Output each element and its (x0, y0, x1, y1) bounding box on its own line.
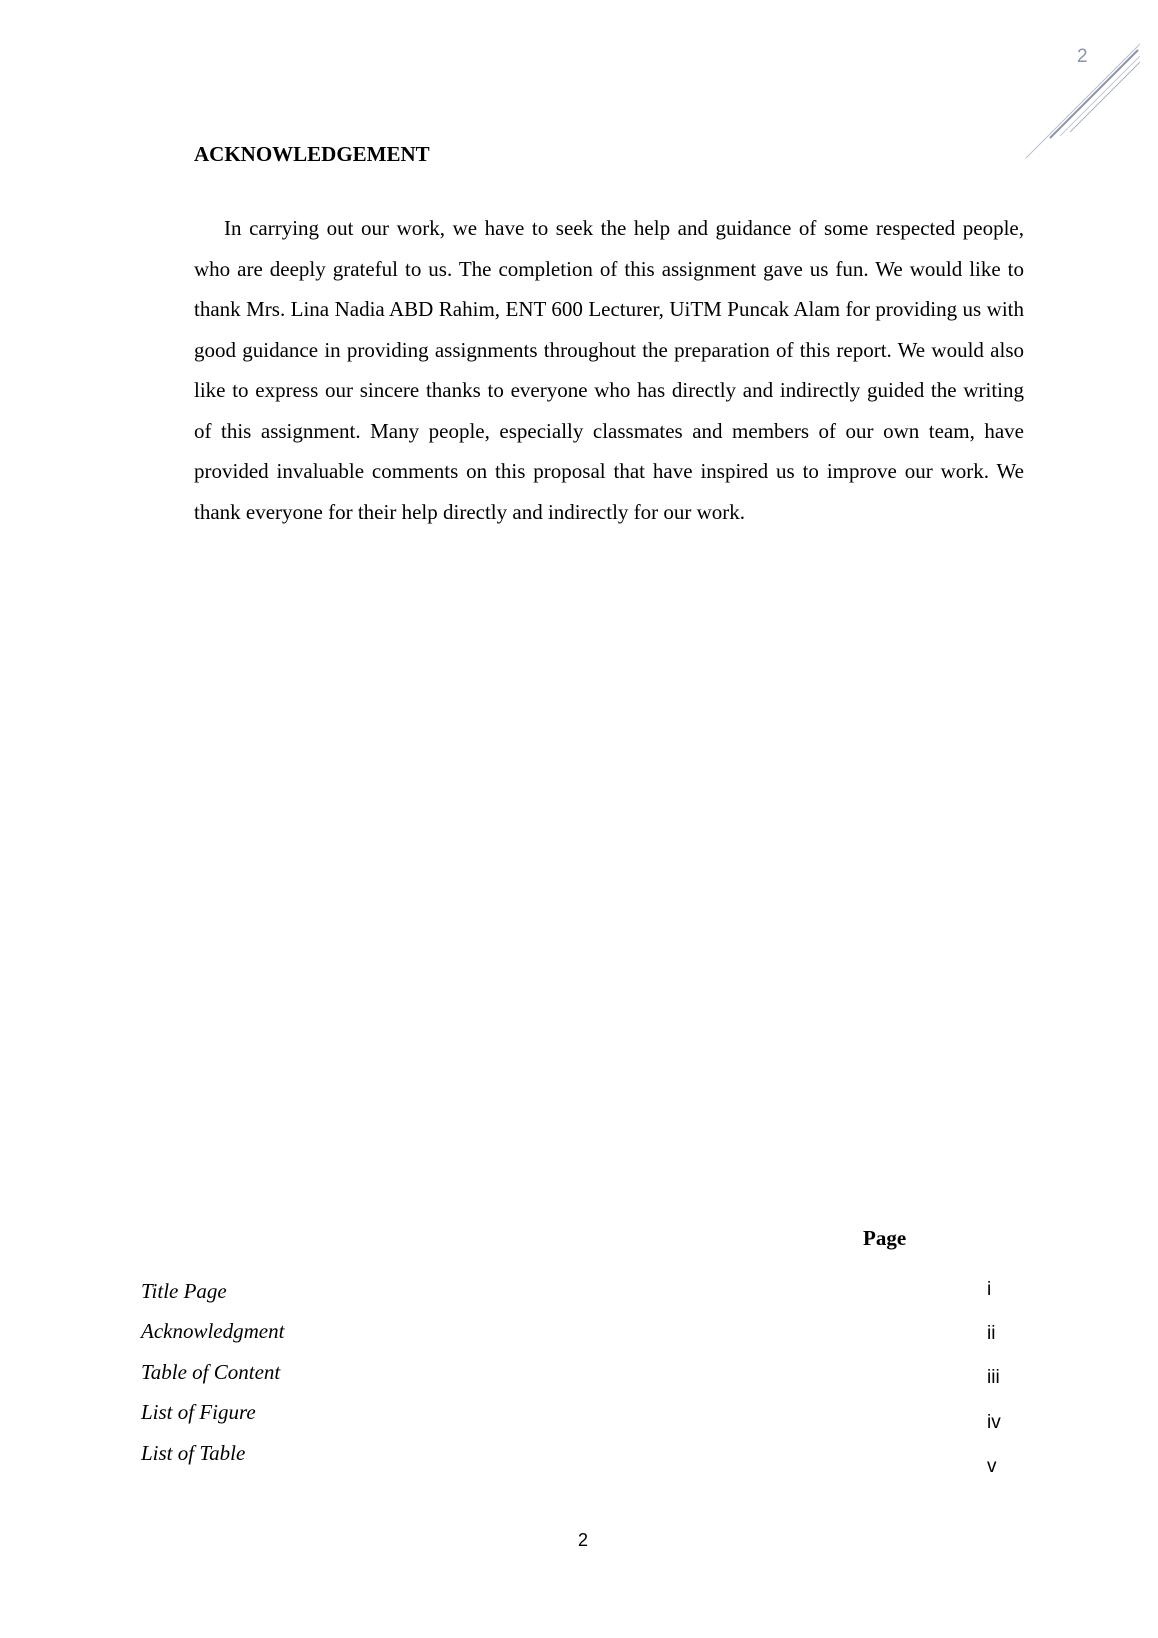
page-heading: ACKNOWLEDGEMENT (194, 142, 430, 166)
header-decoration-lines (1020, 40, 1140, 170)
toc-page-number: ii (987, 1323, 996, 1344)
toc-item: Title Page (141, 1279, 227, 1303)
toc-page-number: iv (987, 1412, 1001, 1433)
footer-page-number: 2 (578, 1530, 589, 1550)
toc-page-header: Page (863, 1226, 907, 1250)
toc-page-number: v (987, 1456, 997, 1477)
toc-page-number: iii (987, 1367, 1000, 1388)
toc-item: List of Figure (141, 1400, 256, 1424)
acknowledgement-paragraph: In carrying out our work, we have to seek the help and guidance of some respected people, who are deeply grateful to us. The completion of this assignment gave us fun. We would like to thank Mrs. Lina Nadia ABD Rahim, ENT 600 Lecturer, UiTM Puncak Alam for providing us with good guidance in providing assignments throughout the preparation of this report. We would also like to express our sincere thanks to everyone who has directly and indirectly guided the writing of this assignment. Many people, especially classmates and members of our own team, have provided invaluable comments on this proposal that have inspired us to improve our work. We thank everyone for their help directly and indirectly for our work. (194, 216, 1024, 524)
toc-item: Table of Content (141, 1360, 281, 1384)
toc-item: List of Table (141, 1441, 246, 1465)
header-page-number: 2 (1077, 46, 1088, 67)
toc-item: Acknowledgment (141, 1319, 285, 1343)
toc-page-number: i (987, 1279, 992, 1300)
